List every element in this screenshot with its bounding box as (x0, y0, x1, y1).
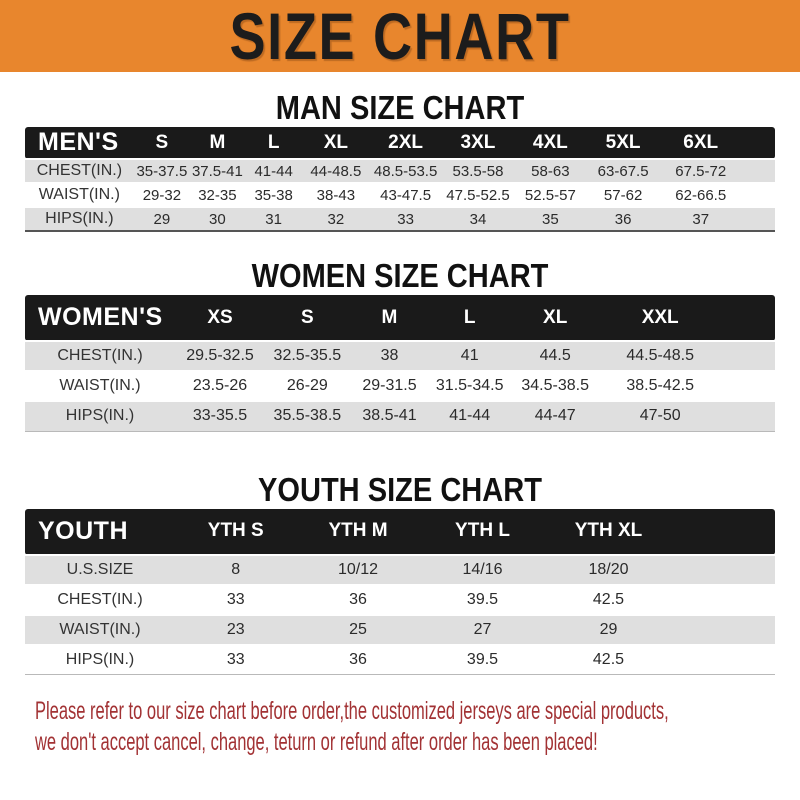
size-column-header: XXL (600, 295, 720, 341)
size-column-header: L (245, 127, 303, 159)
row-label: WAIST(IN.) (25, 183, 134, 207)
size-value-cell: 33 (175, 585, 297, 615)
size-value-cell: 44-47 (510, 401, 600, 431)
size-value-cell: 42.5 (545, 645, 671, 675)
size-column-header: YTH S (175, 509, 297, 555)
size-value-cell: 67.5-72 (659, 159, 742, 183)
size-column-header: 6XL (659, 127, 742, 159)
row-filler-cell (742, 183, 775, 207)
row-label: CHEST(IN.) (25, 341, 175, 371)
size-table-header-row (25, 127, 775, 159)
size-value-cell: 43-47.5 (369, 183, 442, 207)
size-value-cell: 38 (350, 341, 429, 371)
man-size-table (25, 127, 775, 232)
size-value-cell: 32 (303, 207, 370, 231)
size-value-cell: 29.5-32.5 (175, 341, 265, 371)
size-value-cell: 52.5-57 (514, 183, 587, 207)
row-filler-cell (742, 207, 775, 231)
table-row (25, 371, 775, 401)
header-filler-cell (671, 509, 775, 555)
size-value-cell: 48.5-53.5 (369, 159, 442, 183)
size-value-cell: 25 (297, 615, 420, 645)
size-table-header-row (25, 509, 775, 555)
banner (0, 0, 800, 72)
size-value-cell: 31 (245, 207, 303, 231)
disclaimer-line-1: Please refer to our size chart before order,the customized jerseys are special products, (35, 697, 669, 725)
size-value-cell: 26-29 (265, 371, 350, 401)
row-filler-cell (742, 159, 775, 183)
size-value-cell: 39.5 (420, 585, 546, 615)
table-group-label: MEN'S (25, 127, 134, 159)
size-value-cell: 33 (369, 207, 442, 231)
size-value-cell: 23 (175, 615, 297, 645)
row-label: CHEST(IN.) (25, 585, 175, 615)
size-value-cell: 38.5-41 (350, 401, 429, 431)
size-column-header: 5XL (587, 127, 660, 159)
size-value-cell: 41-44 (429, 401, 510, 431)
size-value-cell: 44.5 (510, 341, 600, 371)
header-filler-cell (742, 127, 775, 159)
size-column-header: 3XL (442, 127, 514, 159)
size-value-cell: 30 (190, 207, 245, 231)
size-column-header: XL (510, 295, 600, 341)
row-label: HIPS(IN.) (25, 207, 134, 231)
size-value-cell: 53.5-58 (442, 159, 514, 183)
size-value-cell: 34 (442, 207, 514, 231)
size-value-cell: 38-43 (303, 183, 370, 207)
size-column-header: M (190, 127, 245, 159)
size-value-cell: 35 (514, 207, 587, 231)
size-value-cell: 29-31.5 (350, 371, 429, 401)
size-column-header: YTH L (420, 509, 546, 555)
disclaimer-note (35, 696, 800, 758)
size-value-cell: 35.5-38.5 (265, 401, 350, 431)
size-value-cell: 33 (175, 645, 297, 675)
size-column-header: XL (303, 127, 370, 159)
size-value-cell: 27 (420, 615, 546, 645)
table-row (25, 401, 775, 431)
women-chart-title: WOMEN SIZE CHART (251, 257, 549, 294)
size-value-cell: 32-35 (190, 183, 245, 207)
size-value-cell: 36 (297, 645, 420, 675)
row-label: HIPS(IN.) (25, 645, 175, 675)
table-group-label: YOUTH (25, 509, 175, 555)
table-row (25, 555, 775, 585)
size-value-cell: 29 (545, 615, 671, 645)
row-filler-cell (671, 615, 775, 645)
table-row (25, 615, 775, 645)
row-label: WAIST(IN.) (25, 371, 175, 401)
row-filler-cell (720, 401, 775, 431)
size-value-cell: 62-66.5 (659, 183, 742, 207)
size-value-cell: 10/12 (297, 555, 420, 585)
size-value-cell: 47.5-52.5 (442, 183, 514, 207)
size-value-cell: 18/20 (545, 555, 671, 585)
size-column-header: XS (175, 295, 265, 341)
disclaimer-line-2: we don't accept cancel, change, teturn or refund after order has been placed! (35, 728, 598, 756)
size-value-cell: 8 (175, 555, 297, 585)
size-value-cell: 35-38 (245, 183, 303, 207)
table-row (25, 183, 775, 207)
size-column-header: S (134, 127, 190, 159)
size-value-cell: 41 (429, 341, 510, 371)
size-value-cell: 44.5-48.5 (600, 341, 720, 371)
row-filler-cell (671, 585, 775, 615)
size-value-cell: 44-48.5 (303, 159, 370, 183)
size-value-cell: 39.5 (420, 645, 546, 675)
size-value-cell: 57-62 (587, 183, 660, 207)
size-value-cell: 14/16 (420, 555, 546, 585)
size-value-cell: 32.5-35.5 (265, 341, 350, 371)
size-value-cell: 63-67.5 (587, 159, 660, 183)
size-value-cell: 36 (587, 207, 660, 231)
size-column-header: S (265, 295, 350, 341)
table-group-label: WOMEN'S (25, 295, 175, 341)
row-label: WAIST(IN.) (25, 615, 175, 645)
table-row (25, 207, 775, 231)
size-column-header: L (429, 295, 510, 341)
size-value-cell: 58-63 (514, 159, 587, 183)
size-value-cell: 38.5-42.5 (600, 371, 720, 401)
size-column-header: 4XL (514, 127, 587, 159)
row-filler-cell (671, 555, 775, 585)
women-size-table (25, 295, 775, 432)
size-value-cell: 35-37.5 (134, 159, 190, 183)
row-filler-cell (720, 371, 775, 401)
size-value-cell: 37.5-41 (190, 159, 245, 183)
size-value-cell: 29 (134, 207, 190, 231)
size-value-cell: 23.5-26 (175, 371, 265, 401)
size-value-cell: 33-35.5 (175, 401, 265, 431)
table-row (25, 341, 775, 371)
size-value-cell: 42.5 (545, 585, 671, 615)
size-column-header: YTH XL (545, 509, 671, 555)
man-chart-title: MAN SIZE CHART (275, 89, 525, 126)
youth-chart-title: YOUTH SIZE CHART (258, 470, 542, 508)
size-column-header: 2XL (369, 127, 442, 159)
size-column-header: YTH M (297, 509, 420, 555)
table-row (25, 645, 775, 675)
table-row (25, 159, 775, 183)
size-value-cell: 41-44 (245, 159, 303, 183)
header-filler-cell (720, 295, 775, 341)
size-value-cell: 29-32 (134, 183, 190, 207)
row-label: CHEST(IN.) (25, 159, 134, 183)
row-filler-cell (671, 645, 775, 675)
row-label: U.S.SIZE (25, 555, 175, 585)
size-table-header-row (25, 295, 775, 341)
page-title: SIZE CHART (229, 0, 571, 73)
table-row (25, 585, 775, 615)
size-value-cell: 36 (297, 585, 420, 615)
size-value-cell: 31.5-34.5 (429, 371, 510, 401)
size-column-header: M (350, 295, 429, 341)
youth-size-table (25, 509, 775, 676)
size-value-cell: 34.5-38.5 (510, 371, 600, 401)
size-value-cell: 37 (659, 207, 742, 231)
row-label: HIPS(IN.) (25, 401, 175, 431)
size-value-cell: 47-50 (600, 401, 720, 431)
row-filler-cell (720, 341, 775, 371)
